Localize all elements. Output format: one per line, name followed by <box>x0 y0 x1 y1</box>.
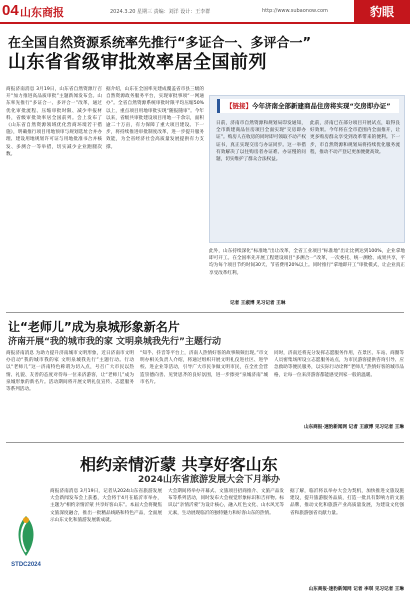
story1-link-box <box>209 95 405 243</box>
story2-kicker: 让“老师儿”成为泉城形象新名片 <box>8 320 180 334</box>
story2-column-2: “知乎、抖音等平台上，济南人热情好客的故事频频出现。”市文明办相关负责人介绍，将通过组织开展文明礼仪进社区、进学校、进企业等活动，引导广大市民争做文明市民，在全社会营造崇德向善、见贤思齐的良好氛围，进一步擦亮“泉城济南”城市名片。 <box>140 351 268 385</box>
tourism-conference-logo <box>6 512 46 564</box>
story2-column-3: 同时，济南还将充分发挥志愿服务作用，在景区、车站、商圈等人员密集场所设立志愿服务站点，为市民游客提供咨询引导、应急救助等便民服务，以实际行动诠释“老师儿”热情好客的城市品格，让每一位来济游客都能感受到家一般的温暖。 <box>274 351 404 378</box>
page-number: 04 <box>2 2 19 19</box>
story3-column-3: 据了解，临沂将以举办大会为契机，加快推进文旅设施建设，提升旅游服务品质，打造一批具有影响力的文旅品牌，推动文化和旅游产业高质量发展，为建设文化强省和旅游强省贡献力量。 <box>290 489 404 516</box>
logo-text: STDC2024 <box>11 562 41 568</box>
section-divider-2 <box>6 442 404 443</box>
story1-column-1: 商报济南消息 3月19日，山东省自然资源厅召开“加力推进高品质审批”主题新闻发布会。山东率先推行“多证合一、多评合一”改革，通过优化审批流程、压缩审批时限、减少申报材料，省级审批效率居全国前列。会上发布了《山东省自然资源领域优化营商环境若干措施》，明确推行项目用地预审与规划选址合并办理、建设用地规划许可证与用地批准书合并核发、多测合一等举措，切实减少企业跑腿次数。 <box>6 87 102 157</box>
issue-meta: 2024.3.20 星期三 责编：刘洋 设计：王李群 <box>110 9 211 15</box>
link-box-title <box>217 99 399 113</box>
story1-byline: 记者 王淑博 见习记者 王琳 <box>230 301 286 306</box>
story1-column-3: 此外，山东持续深化“标准地”出让改革，全省工业项目“标准地”出让比例达到100%，企业拿地即可开工。在全国率先开展工程建设项目“多测合一”改革，一次委托、统一测绘、成果共享，平均为每个项目节约时间30天、节省费用20%以上。同时推行“拿地即开工”审批模式，让企业真正享受改革红利。 <box>209 249 405 276</box>
section-tag: 豹眼 <box>354 0 410 24</box>
story3-headline: 相约亲情沂蒙 共享好客山东 <box>80 455 278 474</box>
section-divider <box>6 312 404 313</box>
website-link[interactable]: http://www.subaonow.com <box>262 8 328 14</box>
link-box-label: 【链接】 <box>226 102 252 110</box>
paper-name: 山东商报 <box>20 6 64 19</box>
story1-column-2: 据介绍，山东在全国率先建成覆盖省市县三级的自然资源政务服务平台，实现审批事项“一网通办”。全省自然资源系统审批时限平均压缩50%以上，重点项目用地审批实现“随报随审”。今年以来，省级共审批建设项目用地一千余宗，面积逾二十万亩，有力保障了重大项目建设。下一步，将持续推进审批制度改革，进一步提升服务效能，为全省经济社会高质量发展提供有力支撑。 <box>106 87 204 150</box>
story1-kicker: 在全国自然资源系统率先推行“多证合一、多评合一” <box>8 36 312 51</box>
story1-headline: 山东省省级审批效率居全国前列 <box>8 52 267 73</box>
link-box-heading: 今年济南全部新建商品住房将实现“交房即办证” <box>252 102 391 110</box>
story2-byline: 山东商报·速豹新闻网 记者 王淑博 见习记者 王琳 <box>303 425 404 430</box>
link-box-text-left: 日前，济南市自然资源和规划局印发通知，全市新建商品住房项目全面实现“交房即办证”。购房人在收房的同时即可领取不动产权证书，真正实现交房与办证同步。这一举措有效解决了以往购房者办证难、办证慢的问题，切实维护了群众合法权益。 <box>216 121 306 163</box>
story3-column-1: 商报济南消息 3月19日，记者从2024山东省旅游发展大会新闻发布会上获悉，大会将于4月在临沂市举办，主题为“相约亲情沂蒙 共享好客山东”。本届大会将聚焦文旅深度融合，推出一批精品线路和特色产品，全面展示山东文化和旅游发展新成就。 <box>50 489 162 523</box>
story2-subhead: 济南开展“我的城市我的家 文明泉城我先行”主题行动 <box>8 337 221 347</box>
page-header <box>0 0 410 24</box>
link-box-text-right: 此前，济南已在部分项目开展试点，取得良好效果。今年将在全市范围内全面推开，让更多购房群众享受到改革带来的便利。下一步，市自然资源和规划局将持续优化服务流程，推动不动产登记更加便捷高效。 <box>310 121 400 155</box>
story3-byline: 山东商报·速豹新闻网 记者 李琪 见习记者 王琳 <box>308 587 404 592</box>
story3-subhead: 2024山东省旅游发展大会下月举办 <box>138 475 281 485</box>
story3-column-2: 大会期间将举办开幕式、文旅项目招商推介、文旅产品发布等系列活动，同时发布大会视觉形象标识和吉祥物。标识以“亲情沂蒙”为设计核心，融入红色文化、山水风光等元素，生动展现临沂的独特魅力和好客山东的热情。 <box>168 489 284 516</box>
story2-column-1: 商报济南消息 为助力提升济南城市文明形象，近日济南市文明办启动“我的城市我的家 文明泉城我先行”主题行动。行动以“老师儿”这一济南特色称谓为切入点，号召广大市民以热情、礼貌、友善的态度对待每一位来济游客，让“老师儿”成为泉城形象的新名片。活动期间将开展文明礼仪宣传、志愿服务等系列活动。 <box>6 351 134 393</box>
